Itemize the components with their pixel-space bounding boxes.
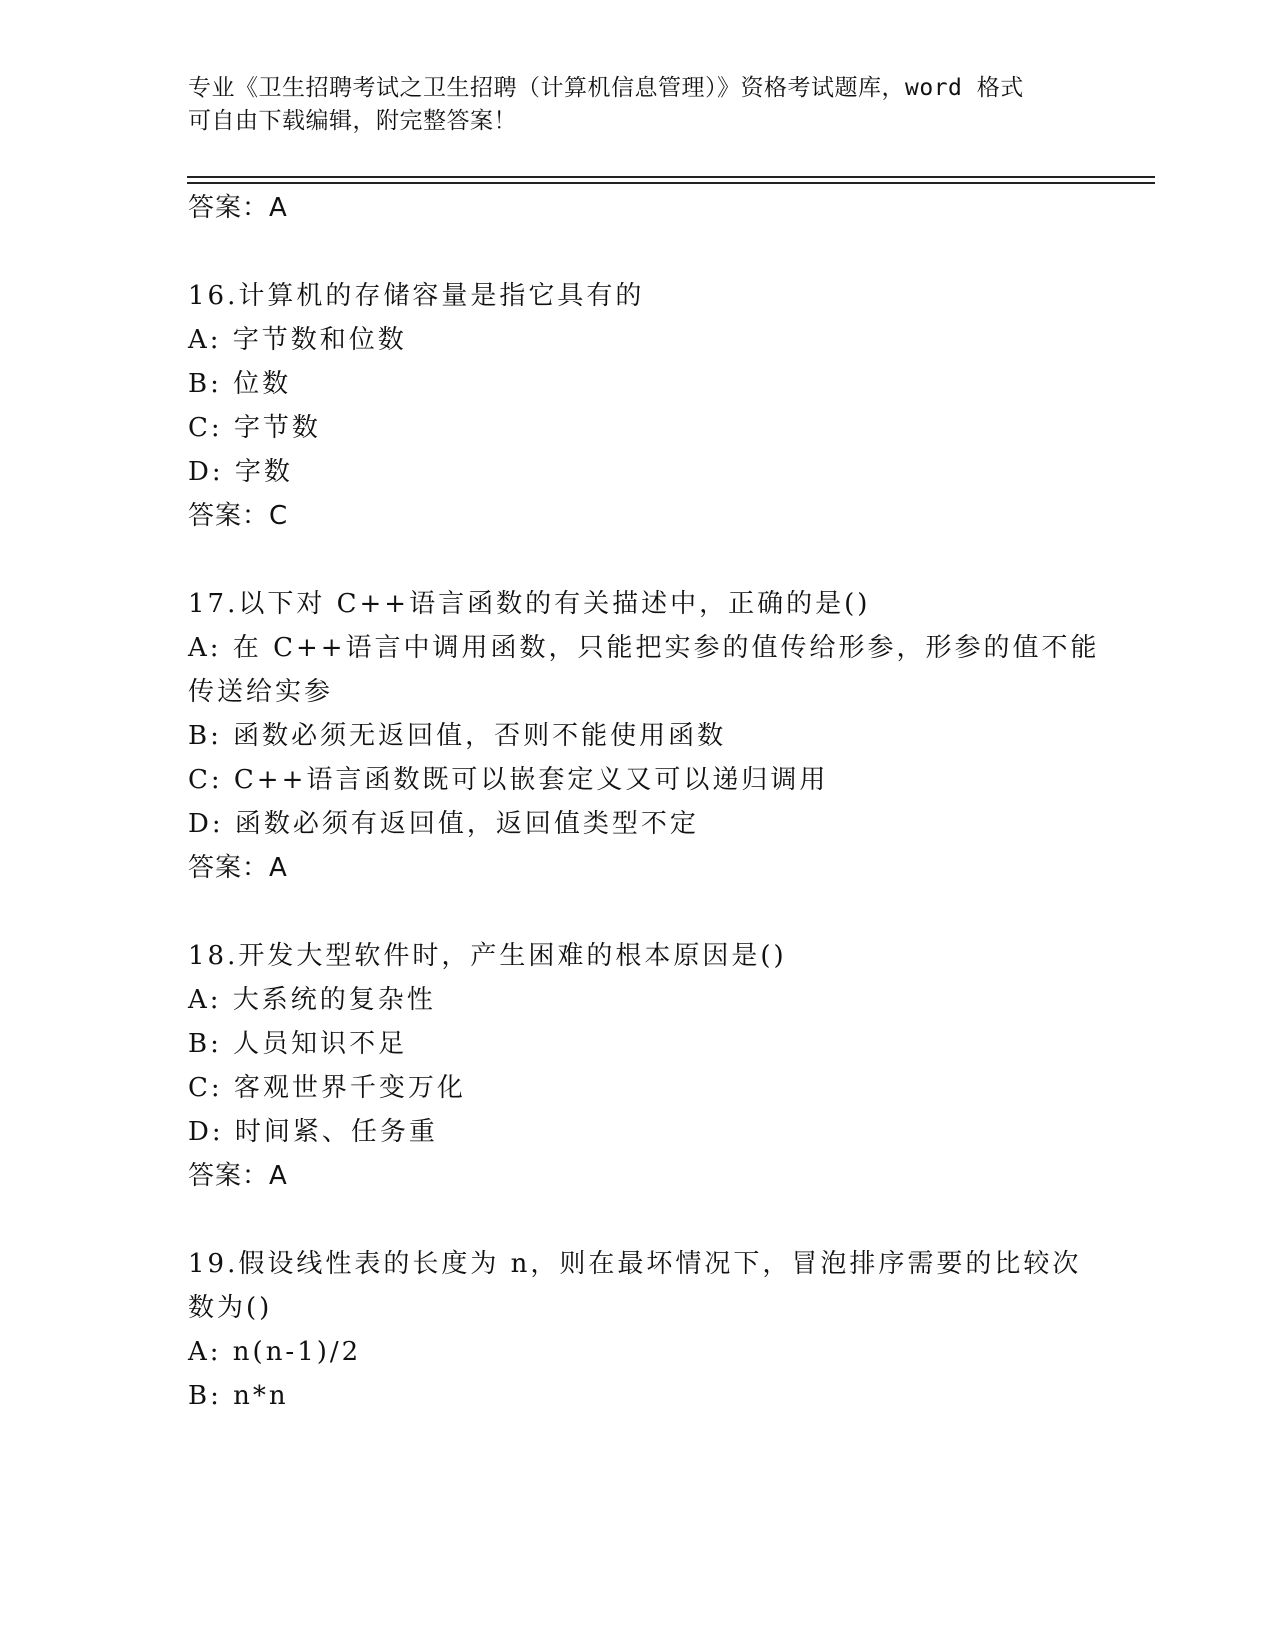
question-18-stem: 18.开发大型软件时，产生困难的根本原因是() [188,941,787,971]
question-18-option-a: A: 大系统的复杂性 [188,985,436,1015]
question-17-stem: 17.以下对 C++语言函数的有关描述中，正确的是() [188,589,871,619]
header-line-1: 专业《卫生招聘考试之卫生招聘（计算机信息管理）》资格考试题库，word 格式 [188,75,1024,101]
question-19-stem: 19.假设线性表的长度为 n，则在最坏情况下，冒泡排序需要的比较次 [188,1249,1082,1279]
question-19-option-b: B: n*n [188,1381,289,1411]
question-18-answer: 答案：A [188,1161,288,1191]
question-18-option-d: D: 时间紧、任务重 [188,1117,438,1147]
question-19-option-a: A: n(n-1)/2 [188,1337,362,1367]
answer-15: 答案：A [188,193,288,223]
question-17-option-d: D: 函数必须有返回值，返回值类型不定 [188,809,699,839]
question-16-option-c: C: 字节数 [188,413,321,443]
question-18-option-c: C: 客观世界千变万化 [188,1073,466,1103]
question-17-answer: 答案：A [188,853,288,883]
question-19-stem-cont: 数为() [188,1293,273,1323]
document-header [188,72,1068,138]
question-17-option-a: A: 在 C++语言中调用函数，只能把实参的值传给形参，形参的值不能 [188,633,1100,663]
header-rule-bottom [187,182,1155,184]
question-17-option-c: C: C++语言函数既可以嵌套定义又可以递归调用 [188,765,829,795]
question-17-option-a-cont: 传送给实参 [188,677,334,707]
question-16-option-a: A: 字节数和位数 [188,325,407,355]
question-16-stem: 16.计算机的存储容量是指它具有的 [188,281,645,311]
header-rule-top [187,176,1155,178]
header-line-2: 可自由下载编辑，附完整答案！ [188,108,517,134]
question-16-option-d: D: 字数 [188,457,293,487]
question-17-option-b: B: 函数必须无返回值，否则不能使用函数 [188,721,727,751]
question-18-option-b: B: 人员知识不足 [188,1029,408,1059]
question-16-answer: 答案：C [188,501,289,531]
question-16-option-b: B: 位数 [188,369,292,399]
